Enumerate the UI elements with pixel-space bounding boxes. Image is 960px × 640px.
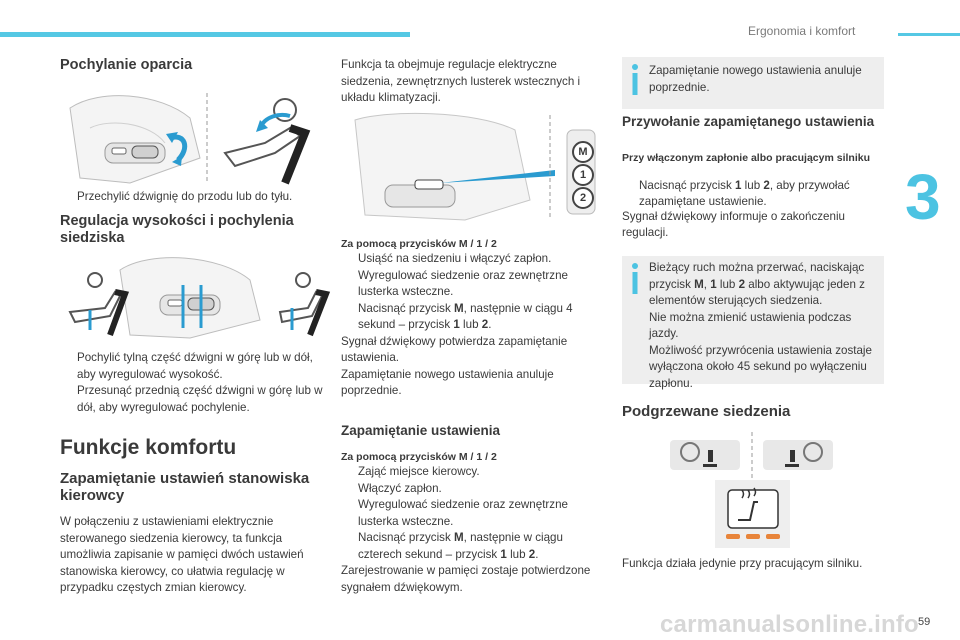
heated-seats-title: Podgrzewane siedzenia: [622, 403, 791, 420]
memory-button-2: 2: [572, 187, 594, 209]
memory-overwrite-text: Zapamiętanie nowego ustawienia anuluje poprzednie.: [341, 367, 554, 397]
memory-confirm-text: Sygnał dźwiękowy potwierdza zapamiętanie ustawienia.: [341, 334, 568, 364]
height-instructions: [60, 350, 328, 416]
height-title: Regulacja wysokości i pochylenia siedziska: [60, 213, 294, 246]
footer-watermark: carmanualsonline.info: [660, 611, 919, 638]
info-timeout-text: Możliwość przywrócenia ustawienia zostaje wyłączona około 45 sekund po wyłączeniu zapłonu.: [649, 343, 872, 390]
memory-step-3: Nacisnąć przycisk M, następnie w ciągu 4 sekund – przycisk 1 lub 2.: [358, 301, 573, 331]
heated-seats-text: Funkcja działa jedynie przy pracującym silniku.: [622, 557, 863, 570]
memory-buttons-illustration: [345, 110, 605, 225]
recall-subtitle: Przy włączonym zapłonie albo pracującym silniku: [622, 152, 870, 164]
memory-steps: [341, 251, 606, 400]
info-icon: [628, 262, 642, 296]
chapter-number: 3: [905, 161, 941, 233]
info-icon: [628, 63, 642, 97]
info-no-change-text: Nie można zmienić ustawienia podczas jazdy.: [649, 310, 852, 340]
memory-description: W połączeniu z ustawieniami elektrycznie sterowanego siedzenia kierowcy, ta funkcja umożliwia zapisanie w pamięci dwóch ustawień stanowiska kierowcy, co ułatwia regulację w przypadku częstych zmian kierowcy.: [60, 515, 304, 594]
memory-intro: Funkcja ta obejmuje regulacje elektryczne siedzenia, zewnętrznych lusterek wstecznych i układu klimatyzacji.: [341, 58, 581, 104]
memory-title: Zapamiętanie ustawień stanowiska kierowcy: [60, 470, 310, 504]
memory-button-m: M: [572, 141, 594, 163]
save-confirm-text: Zarejestrowanie w pamięci zostaje potwierdzone sygnałem dźwiękowym.: [341, 564, 591, 594]
section-title: Ergonomia i komfort: [748, 24, 856, 38]
save-title: Zapamiętanie ustawienia: [341, 423, 501, 438]
chapter-accent-bar: [898, 33, 960, 36]
save-step-2: Włączyć zapłon.: [358, 481, 442, 495]
header-accent-bar: [0, 32, 410, 37]
seat-height-illustration: [60, 250, 330, 340]
memory-button-1: 1: [572, 164, 594, 186]
recall-step-1: Nacisnąć przycisk 1 lub 2, aby przywołać zapamiętane ustawienie.: [639, 179, 850, 208]
height-bullet-2: Przesunąć przednią część dźwigni w górę lub w dół, aby wyregulować pochylenie.: [77, 384, 323, 414]
info-box-interrupt: [622, 256, 884, 390]
save-step-1: Zająć miejsce kierowcy.: [358, 465, 480, 478]
recall-confirm-text: Sygnał dźwiękowy informuje o zakończeniu regulacji.: [622, 210, 845, 239]
memory-step-1: Usiąść na siedzeniu i włączyć zapłon.: [358, 252, 552, 265]
recline-illustration: [60, 88, 330, 188]
recline-instruction: Przechylić dźwignię do przodu lub do tyłu.: [77, 190, 293, 203]
recall-steps: [622, 178, 884, 240]
memory-step-2: Wyregulować siedzenie oraz zewnętrzne lusterka wsteczne.: [358, 268, 568, 298]
save-step-3: Wyregulować siedzenie oraz zewnętrzne lusterka wsteczne.: [358, 498, 568, 528]
info-box-overwrite: [622, 57, 884, 109]
save-steps: [341, 464, 606, 596]
recall-title: Przywołanie zapamiętanego ustawienia: [622, 114, 875, 129]
save-step-4: Nacisnąć przycisk M, następnie w ciągu czterech sekund – przycisk 1 lub 2.: [358, 531, 563, 561]
memory-subtitle-2: Za pomocą przycisków M / 1 / 2: [341, 451, 497, 463]
heated-seats-illustration: [670, 430, 840, 550]
recline-title: Pochylanie oparcia: [60, 57, 193, 73]
height-bullet-1: Pochylić tylną część dźwigni w górę lub w dół, aby wyregulować wysokość.: [77, 351, 313, 381]
comfort-functions-title: Funkcje komfortu: [60, 436, 237, 459]
info-interrupt-text: Bieżący ruch można przerwać, naciskając przycisk M, 1 lub 2 albo aktywując jeden z elementów sterujących siedzenia. Nie można zmienić ustawienia podczas jazdy. Możliwość przywrócenia ustawienia zostaje wyłączona około 45 sekund po wyłączeniu zapłonu.: [649, 260, 877, 392]
memory-subtitle-1: Za pomocą przycisków M / 1 / 2: [341, 238, 497, 250]
info-overwrite-text: Zapamiętanie nowego ustawienia anuluje poprzednie.: [649, 64, 862, 94]
page-number: 59: [918, 616, 931, 628]
